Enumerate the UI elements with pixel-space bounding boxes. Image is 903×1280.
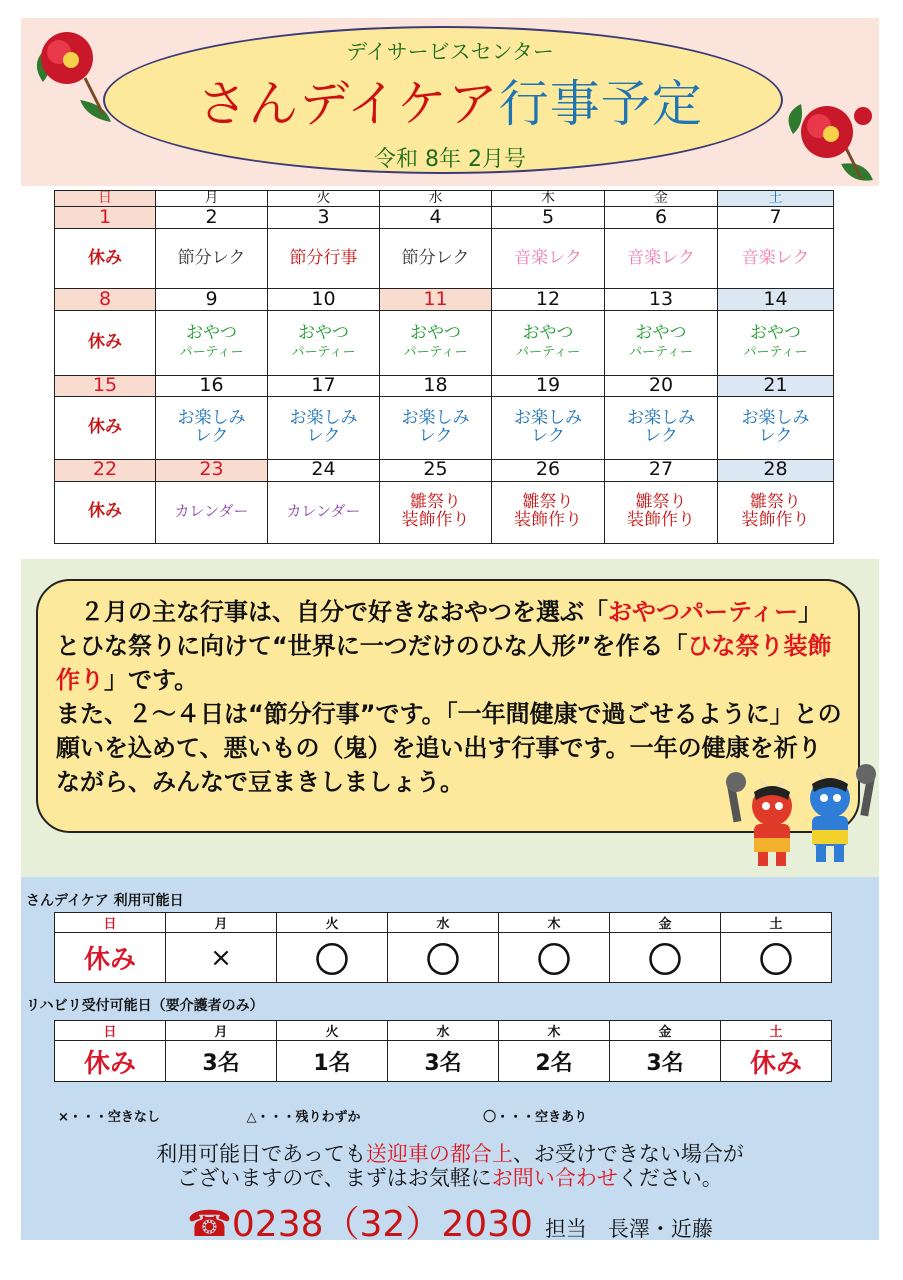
weekday-wed: 水 bbox=[388, 1021, 499, 1041]
date-cell: 15 bbox=[55, 375, 156, 397]
date-cell: 28 bbox=[718, 459, 834, 481]
weekday-sat: 土 bbox=[721, 913, 832, 933]
weekday-sat: 土 bbox=[721, 1021, 832, 1041]
event-row bbox=[55, 229, 834, 289]
event-cell: 雛祭り 装飾作り bbox=[718, 481, 834, 543]
title-schedule: 行事予定 bbox=[498, 75, 703, 133]
event-cell: 節分レク bbox=[156, 229, 268, 289]
date-cell: 23 bbox=[156, 459, 268, 481]
usage-value: 〇 bbox=[610, 933, 721, 983]
usage-value: × bbox=[166, 933, 277, 983]
usage-value: 〇 bbox=[277, 933, 388, 983]
date-cell: 11 bbox=[380, 289, 492, 311]
notice-line: 利用可能日であっても送迎車の都合上、お受けできない場合が bbox=[156, 1142, 744, 1166]
weekday-mon: 月 bbox=[156, 191, 268, 207]
header-banner bbox=[21, 18, 879, 186]
event-cell: お楽しみ レク bbox=[718, 397, 834, 459]
date-cell: 26 bbox=[492, 459, 605, 481]
event-cell: 休み bbox=[55, 311, 156, 375]
event-cell: お楽しみ レク bbox=[605, 397, 718, 459]
notice-text bbox=[21, 1142, 879, 1190]
weekday-mon: 月 bbox=[166, 1021, 277, 1041]
notice-highlight: お問い合わせ bbox=[491, 1166, 618, 1190]
event-cell: 雛祭り 装飾作り bbox=[492, 481, 605, 543]
date-cell: 8 bbox=[55, 289, 156, 311]
event-cell: 音楽レク bbox=[605, 229, 718, 289]
date-cell: 6 bbox=[605, 207, 718, 229]
weekday-tue: 火 bbox=[277, 913, 388, 933]
issue-date: 令和 8年 2月号 bbox=[374, 147, 526, 172]
date-row bbox=[55, 375, 834, 397]
event-cell: 節分行事 bbox=[268, 229, 380, 289]
event-cell: 休み bbox=[55, 481, 156, 543]
date-cell: 1 bbox=[55, 207, 156, 229]
date-row bbox=[55, 289, 834, 311]
event-cell: 音楽レク bbox=[492, 229, 605, 289]
date-cell: 27 bbox=[605, 459, 718, 481]
page-title bbox=[21, 76, 879, 132]
weekday-thu: 木 bbox=[492, 191, 605, 207]
event-cell: おやつ パーティー bbox=[718, 311, 834, 375]
event-cell: おやつ パーティー bbox=[156, 311, 268, 375]
rehab-days-label: リハビリ受付可能日（要介護者のみ） bbox=[26, 998, 264, 1014]
event-cell: 音楽レク bbox=[718, 229, 834, 289]
rehab-value: 1名 bbox=[277, 1041, 388, 1082]
weekday-fri: 金 bbox=[610, 1021, 721, 1041]
date-cell: 19 bbox=[492, 375, 605, 397]
message-paragraph: ２月の主な行事は、自分で好きなおやつを選ぶ「おやつパーティー」とひな祭りに向けて“世界に一つだけのひな人形”を作る「ひな祭り装飾作り」です。 bbox=[56, 598, 832, 694]
usage-days-label: さんデイケア 利用可能日 bbox=[26, 893, 184, 909]
event-cell: お楽しみ レク bbox=[268, 397, 380, 459]
event-cell: 節分レク bbox=[380, 229, 492, 289]
date-cell: 2 bbox=[156, 207, 268, 229]
event-cell: おやつ パーティー bbox=[492, 311, 605, 375]
legend-open: 〇・・・空きあり bbox=[483, 1110, 588, 1125]
usage-value: 〇 bbox=[721, 933, 832, 983]
date-row bbox=[55, 207, 834, 229]
contact-info bbox=[21, 1196, 879, 1247]
weekday-wed: 水 bbox=[380, 191, 492, 207]
weekday-sun: 日 bbox=[55, 913, 166, 933]
notice-highlight: 送迎車の都合上 bbox=[365, 1142, 513, 1166]
event-row bbox=[55, 481, 834, 543]
usage-value: 〇 bbox=[388, 933, 499, 983]
date-cell: 17 bbox=[268, 375, 380, 397]
event-cell: お楽しみ レク bbox=[380, 397, 492, 459]
date-row bbox=[55, 459, 834, 481]
rehab-value: 休み bbox=[721, 1041, 832, 1082]
weekday-tue: 火 bbox=[277, 1021, 388, 1041]
usage-value: 〇 bbox=[499, 933, 610, 983]
date-cell: 3 bbox=[268, 207, 380, 229]
event-cell: おやつ パーティー bbox=[268, 311, 380, 375]
weekday-fri: 金 bbox=[605, 191, 718, 207]
date-cell: 24 bbox=[268, 459, 380, 481]
date-cell: 9 bbox=[156, 289, 268, 311]
event-cell: 休み bbox=[55, 397, 156, 459]
date-cell: 4 bbox=[380, 207, 492, 229]
date-cell: 5 bbox=[492, 207, 605, 229]
availability-legend bbox=[58, 1106, 778, 1125]
title-facility-name: さんデイケア bbox=[197, 75, 499, 133]
date-cell: 21 bbox=[718, 375, 834, 397]
event-row bbox=[55, 397, 834, 459]
rehab-value-row bbox=[55, 1041, 832, 1082]
weekday-sat: 土 bbox=[718, 191, 834, 207]
date-cell: 13 bbox=[605, 289, 718, 311]
event-cell: 雛祭り 装飾作り bbox=[605, 481, 718, 543]
facility-subtitle: デイサービスセンター bbox=[346, 40, 554, 64]
event-cell: おやつ パーティー bbox=[605, 311, 718, 375]
notice-line: ございますので、まずはお気軽にお問い合わせください。 bbox=[177, 1166, 723, 1190]
date-cell: 25 bbox=[380, 459, 492, 481]
phone-number[interactable]: ☎0238（32）2030 bbox=[187, 1204, 533, 1245]
weekday-sun: 日 bbox=[55, 191, 156, 207]
rehab-value: 2名 bbox=[499, 1041, 610, 1082]
usage-weekday-row bbox=[55, 913, 832, 933]
legend-few: △・・・残りわずか bbox=[246, 1110, 361, 1125]
date-cell: 20 bbox=[605, 375, 718, 397]
rehab-value: 3名 bbox=[166, 1041, 277, 1082]
weekday-wed: 水 bbox=[388, 913, 499, 933]
event-cell: 雛祭り 装飾作り bbox=[380, 481, 492, 543]
message-highlight: おやつパーティー bbox=[608, 598, 799, 626]
weekday-sun: 日 bbox=[55, 1021, 166, 1041]
usage-value: 休み bbox=[55, 933, 166, 983]
date-cell: 14 bbox=[718, 289, 834, 311]
date-cell: 12 bbox=[492, 289, 605, 311]
rehab-weekday-row bbox=[55, 1021, 832, 1041]
weekday-header-row bbox=[55, 191, 834, 207]
event-row bbox=[55, 311, 834, 375]
usage-value-row bbox=[55, 933, 832, 983]
weekday-fri: 金 bbox=[610, 913, 721, 933]
event-cell: 休み bbox=[55, 229, 156, 289]
contact-person: 担当 長澤・近藤 bbox=[544, 1217, 713, 1241]
date-cell: 7 bbox=[718, 207, 834, 229]
date-cell: 22 bbox=[55, 459, 156, 481]
rehab-value: 3名 bbox=[610, 1041, 721, 1082]
rehab-value: 3名 bbox=[388, 1041, 499, 1082]
rehab-days-table bbox=[54, 1020, 832, 1082]
event-cell: お楽しみ レク bbox=[492, 397, 605, 459]
event-cell: おやつ パーティー bbox=[380, 311, 492, 375]
event-cell: カレンダー bbox=[268, 481, 380, 543]
weekday-mon: 月 bbox=[166, 913, 277, 933]
rehab-value: 休み bbox=[55, 1041, 166, 1082]
weekday-thu: 木 bbox=[499, 1021, 610, 1041]
message-highlight: ひな祭り装飾作り bbox=[56, 632, 832, 694]
legend-none: ×・・・空きなし bbox=[58, 1110, 160, 1125]
oni-demons-icon bbox=[724, 762, 880, 870]
event-calendar bbox=[54, 190, 834, 544]
weekday-tue: 火 bbox=[268, 191, 380, 207]
message-paragraph: また、２～４日は“節分行事”です。「一年間健康で過ごせるように」との願いを込めて、悪いもの（鬼）を追い出す行事です。一年の健康を祈りながら、みんなで豆まきしましょう。 bbox=[56, 700, 842, 796]
weekday-thu: 木 bbox=[499, 913, 610, 933]
date-cell: 18 bbox=[380, 375, 492, 397]
event-cell: カレンダー bbox=[156, 481, 268, 543]
date-cell: 16 bbox=[156, 375, 268, 397]
usage-days-table bbox=[54, 912, 832, 983]
date-cell: 10 bbox=[268, 289, 380, 311]
event-cell: お楽しみ レク bbox=[156, 397, 268, 459]
